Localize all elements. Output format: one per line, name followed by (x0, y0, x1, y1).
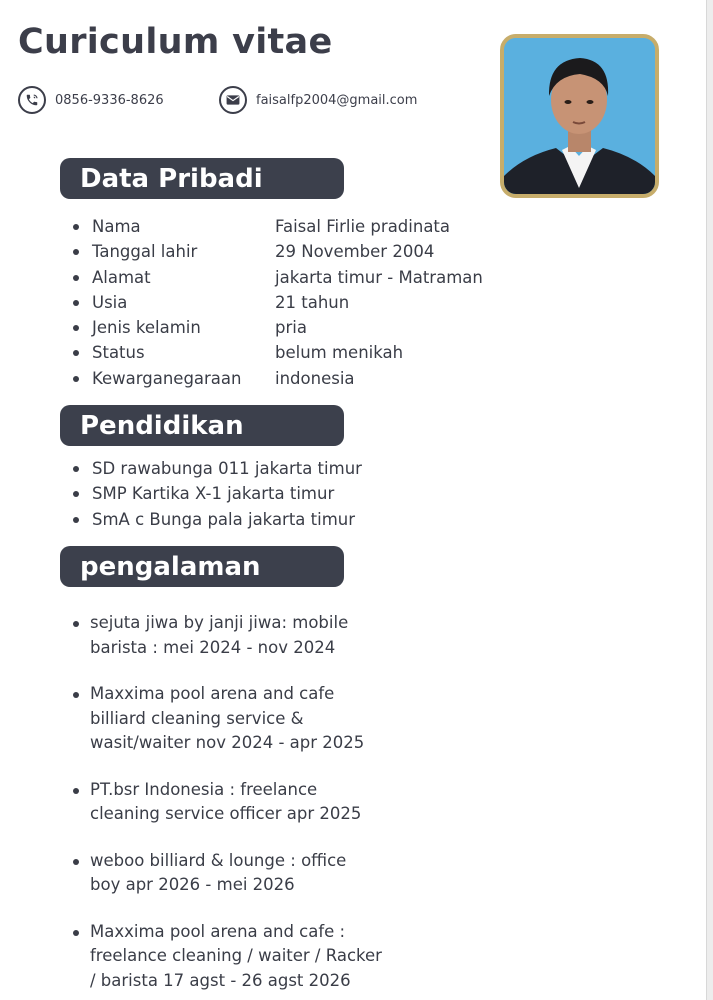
email-contact (219, 86, 417, 114)
info-value: indonesia (275, 368, 355, 388)
list-item: Maxxima pool arena and cafe : freelance cleaning / waiter / Racker / barista 17 agst - 26 agst 2026 (70, 920, 382, 994)
phone-contact (18, 86, 164, 114)
info-label: Usia (92, 292, 128, 312)
info-label: Tanggal lahir (92, 242, 198, 262)
list-item (70, 366, 355, 391)
list-item: weboo billiard & lounge : office boy apr 2026 - mei 2026 (70, 849, 382, 898)
list-item (70, 340, 404, 365)
email-icon (219, 86, 247, 114)
info-value: 29 November 2004 (275, 242, 435, 262)
info-label: Status (92, 343, 145, 363)
section-header-experience: pengalaman (60, 546, 344, 587)
section-header-personal: Data Pribadi (60, 158, 344, 199)
list-item: PT.bsr Indonesia : freelance cleaning service officer apr 2025 (70, 778, 382, 827)
experience-list (70, 611, 382, 993)
page-title: Curiculum vitae (18, 22, 333, 62)
info-label: Kewarganegaraan (92, 368, 242, 388)
list-item: SD rawabunga 011 jakarta timur (70, 456, 362, 481)
list-item: SMP Kartika X-1 jakarta timur (70, 481, 362, 506)
education-list (70, 456, 362, 532)
list-item: SmA c Bunga pala jakarta timur (70, 507, 362, 532)
list-item (70, 214, 451, 239)
list-item (70, 239, 435, 264)
info-label: Jenis kelamin (92, 318, 201, 338)
personal-info-list (70, 214, 483, 391)
list-item (70, 315, 307, 340)
phone-icon (18, 86, 46, 114)
list-item (70, 290, 350, 315)
info-label: Alamat (92, 267, 151, 287)
info-value: belum menikah (275, 343, 404, 363)
info-value: jakarta timur - Matraman (275, 267, 483, 287)
phone-number: 0856-9336-8626 (55, 92, 164, 108)
list-item (70, 265, 483, 290)
info-value: pria (275, 318, 307, 338)
section-header-education: Pendidikan (60, 405, 344, 446)
info-value: Faisal Firlie pradinata (275, 217, 451, 236)
info-label: Nama (92, 217, 141, 236)
info-value: 21 tahun (275, 292, 350, 312)
list-item: sejuta jiwa by janji jiwa: mobile barista : mei 2024 - nov 2024 (70, 611, 382, 660)
email-address: faisalfp2004@gmail.com (256, 92, 418, 108)
profile-photo (500, 34, 659, 198)
list-item: Maxxima pool arena and cafe billiard cleaning service & wasit/waiter nov 2024 - apr 2025 (70, 682, 382, 756)
